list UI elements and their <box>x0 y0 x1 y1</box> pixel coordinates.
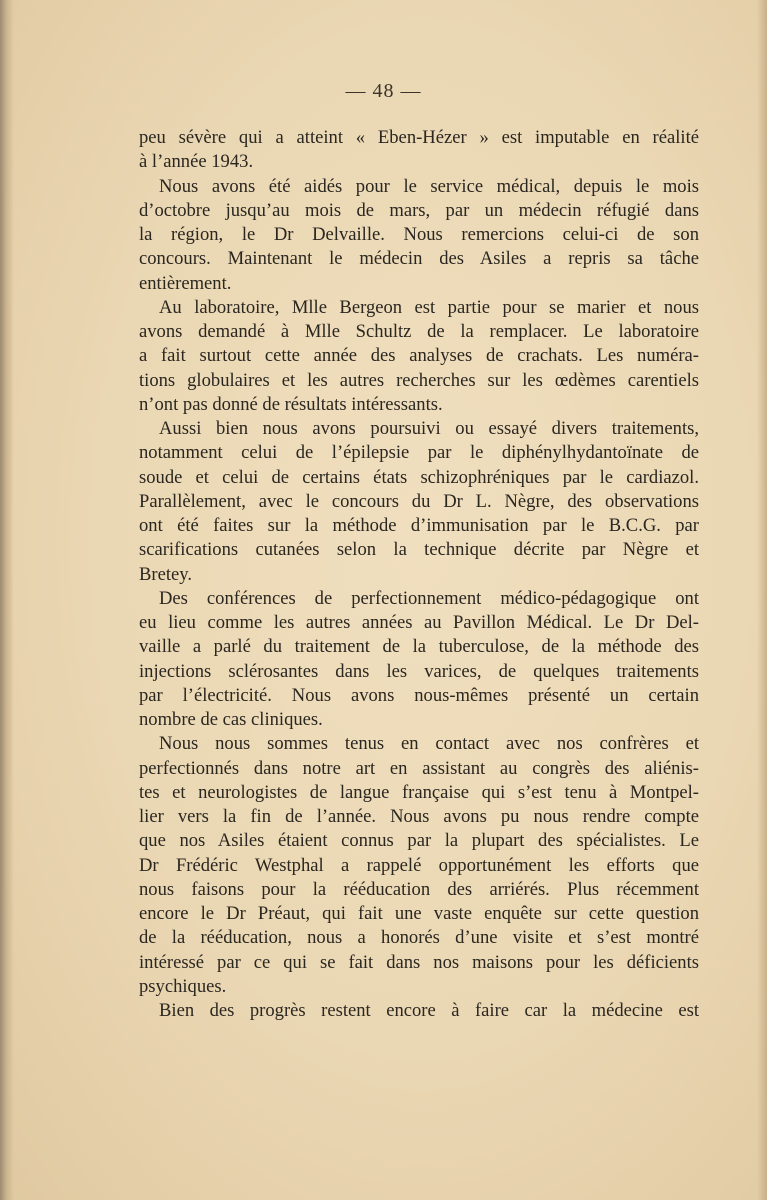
page-binding-edge <box>0 0 14 1200</box>
text-line: avons demandé à Mlle Schultz de la remplacer. Le laboratoire <box>139 321 699 342</box>
text-line: tions globulaires et les autres recherches sur les œdèmes carentiels <box>139 369 699 391</box>
text-line: Bien des progrès restent encore à faire car la médecine est <box>159 1000 699 1021</box>
text-line: ont été faites sur la méthode d’immunisation par le B.C.G. par <box>139 515 699 536</box>
text-line: eu lieu comme les autres années au Pavillon Médical. Le Dr Del- <box>139 612 699 633</box>
text-line: nous faisons pour la rééducation des arriérés. Plus récemment <box>139 878 699 900</box>
text-line: Nous nous sommes tenus en contact avec nos confrères et <box>159 733 699 755</box>
text-line: tes et neurologistes de langue française qui s’est tenu à Montpel- <box>139 781 699 803</box>
text-line: concours. Maintenant le médecin des Asiles a repris sa tâche <box>139 248 699 270</box>
text-line: a fait surtout cette année des analyses de crachats. Les numéra- <box>139 345 699 367</box>
text-line: à l’année 1943. <box>139 151 254 173</box>
text-line: Aussi bien nous avons poursuivi ou essayé divers traitements, <box>159 418 699 439</box>
page-outer-edge <box>757 0 767 1200</box>
text-line: Parallèlement, avec le concours du Dr L. Nègre, des observations <box>139 490 699 512</box>
text-line: par l’électricité. Nous avons nous-mêmes présenté un certain <box>139 684 699 706</box>
text-line: d’octobre jusqu’au mois de mars, par un médecin réfugié dans <box>139 199 699 221</box>
text-line: notamment celui de l’épilepsie par le diphénylhydantoïnate de <box>139 442 699 464</box>
text-line: injections sclérosantes dans les varices, de quelques traitements <box>139 660 699 682</box>
text-line: Dr Frédéric Westphal a rappelé opportunément les efforts que <box>139 854 699 876</box>
page-number: — 48 — <box>345 80 422 102</box>
text-line: la région, le Dr Delvaille. Nous remercions celui-ci de son <box>139 224 699 245</box>
text-line: n’ont pas donné de résultats intéressants. <box>139 393 443 415</box>
text-line: entièrement. <box>139 272 232 294</box>
text-line: intéressé par ce qui se fait dans nos maisons pour les déficients <box>139 951 699 973</box>
text-line: soude et celui de certains états schizophréniques par le cardiazol. <box>139 466 699 488</box>
text-line: nombre de cas cliniques. <box>139 709 323 730</box>
text-line: Nous avons été aidés pour le service médical, depuis le mois <box>159 175 699 197</box>
body-text <box>139 126 699 1023</box>
text-line: peu sévère qui a atteint « Eben-Hézer » est imputable en réalité <box>139 127 699 148</box>
text-line: scarifications cutanées selon la technique décrite par Nègre et <box>139 539 699 561</box>
text-line: perfectionnés dans notre art en assistant au congrès des aliénis- <box>139 757 699 779</box>
text-line: Bretey. <box>139 563 193 585</box>
text-line: psychiques. <box>139 975 227 997</box>
text-line: que nos Asiles étaient connus par la plupart des spécialistes. Le <box>139 830 699 852</box>
text-line: Des conférences de perfectionnement médico-pédagogique ont <box>159 587 699 609</box>
text-line: encore le Dr Préaut, qui fait une vaste enquête sur cette question <box>139 903 699 924</box>
text-line: lier vers la fin de l’année. Nous avons pu nous rendre compte <box>139 806 699 827</box>
text-line: de la rééducation, nous a honorés d’une visite et s’est montré <box>139 927 699 949</box>
text-line: vaille a parlé du traitement de la tuberculose, de la méthode des <box>139 636 699 658</box>
text-line: Au laboratoire, Mlle Bergeon est partie pour se marier et nous <box>159 296 699 318</box>
